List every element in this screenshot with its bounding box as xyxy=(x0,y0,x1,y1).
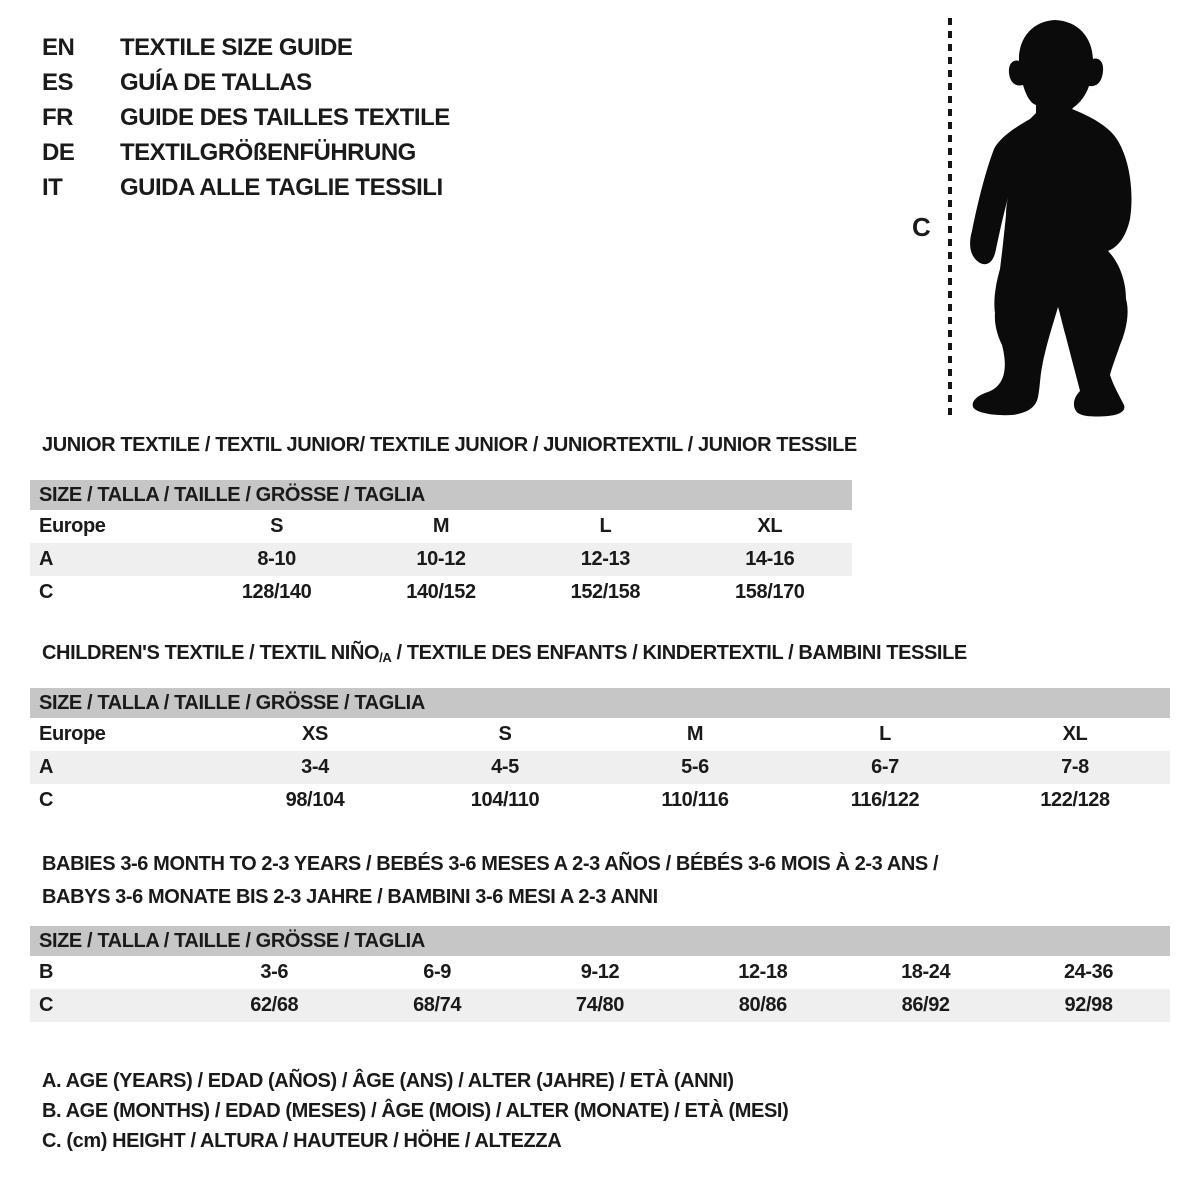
babies-title-line1: BABIES 3-6 MONTH TO 2-3 YEARS / BEBÉS 3-6 MESES A 2-3 AÑOS / BÉBÉS 3-6 MOIS À 2-3 ANS / xyxy=(42,853,939,875)
cell: 92/98 xyxy=(1064,994,1113,1016)
cell: 74/80 xyxy=(575,994,624,1016)
measurement-legend xyxy=(42,1066,788,1156)
language-title: TEXTILGRÖßENFÜHRUNG xyxy=(120,138,416,166)
toddler-silhouette-image xyxy=(960,14,1140,418)
row-label: C xyxy=(39,581,54,603)
language-title: TEXTILE SIZE GUIDE xyxy=(120,33,353,61)
column-header: S xyxy=(498,723,512,745)
cell: 110/116 xyxy=(661,789,729,811)
language-title: GUÍA DE TALLAS xyxy=(120,68,312,96)
children-section-title xyxy=(42,642,967,665)
cell: 158/170 xyxy=(735,581,805,603)
junior-size-table xyxy=(30,480,852,609)
legend-line: A. AGE (YEARS) / EDAD (AÑOS) / ÂGE (ANS) / ALTER (JAHRE) / ETÀ (ANNI) xyxy=(42,1070,734,1092)
junior-section-title: JUNIOR TEXTILE / TEXTIL JUNIOR/ TEXTILE JUNIOR / JUNIORTEXTIL / JUNIOR TESSILE xyxy=(42,434,857,456)
height-measure-label: C xyxy=(912,212,931,242)
babies-size-table xyxy=(30,926,1170,1022)
cell: 3-4 xyxy=(301,756,329,778)
cell: 5-6 xyxy=(681,756,709,778)
column-header: XL xyxy=(1062,723,1088,745)
legend-line: B. AGE (MONTHS) / EDAD (MESES) / ÂGE (MOIS) / ALTER (MONATE) / ETÀ (MESI) xyxy=(42,1100,789,1122)
cell: 14-16 xyxy=(745,548,795,570)
language-code: EN xyxy=(42,33,75,61)
cell: 6-9 xyxy=(423,961,451,983)
language-title: GUIDA ALLE TAGLIE TESSILI xyxy=(120,173,443,201)
size-header-bar: SIZE / TALLA / TAILLE / GRÖSSE / TAGLIA xyxy=(30,480,852,510)
cell: 116/122 xyxy=(850,789,920,811)
cell: 68/74 xyxy=(413,994,462,1016)
table-row xyxy=(30,543,852,576)
column-header: XS xyxy=(302,723,328,745)
cell: 10-12 xyxy=(416,548,466,570)
cell: 104/110 xyxy=(470,789,540,811)
legend-line: C. (cm) HEIGHT / ALTURA / HAUTEUR / HÖHE / ALTEZZA xyxy=(42,1130,562,1152)
cell: 122/128 xyxy=(1040,789,1110,811)
cell: 62/68 xyxy=(250,994,299,1016)
column-header: L xyxy=(879,723,891,745)
region-label: Europe xyxy=(39,515,106,537)
cell: 98/104 xyxy=(285,789,345,811)
language-row xyxy=(42,30,450,65)
cell: 140/152 xyxy=(406,581,476,603)
cell: 24-36 xyxy=(1063,961,1114,983)
language-code: FR xyxy=(42,103,73,131)
column-header: S xyxy=(270,515,284,537)
language-code: DE xyxy=(42,138,75,166)
language-row xyxy=(42,65,450,100)
language-row xyxy=(42,135,450,170)
row-label: B xyxy=(39,961,54,983)
row-label: C xyxy=(39,789,54,811)
cell: 80/86 xyxy=(738,994,787,1016)
size-header-bar: SIZE / TALLA / TAILLE / GRÖSSE / TAGLIA xyxy=(30,688,1170,718)
cell: 3-6 xyxy=(260,961,289,983)
cell: 9-12 xyxy=(580,961,620,983)
row-label: A xyxy=(39,756,54,778)
table-row xyxy=(30,989,1170,1022)
height-measure-dashed-line xyxy=(948,18,952,416)
cell: 12-13 xyxy=(580,548,630,570)
children-title-suffix: / TEXTILE DES ENFANTS / KINDERTEXTIL / BAMBINI TESSILE xyxy=(391,642,967,664)
cell: 7-8 xyxy=(1061,756,1089,778)
language-row xyxy=(42,170,450,205)
table-row xyxy=(30,784,1170,817)
column-header: M xyxy=(432,515,450,537)
row-label: C xyxy=(39,994,54,1016)
babies-section-title xyxy=(42,848,938,914)
row-label: A xyxy=(39,548,54,570)
cell: 86/92 xyxy=(901,994,950,1016)
babies-title-line2: BABYS 3-6 MONATE BIS 2-3 JAHRE / BAMBINI 3-6 MESI A 2-3 ANNI xyxy=(42,886,658,908)
language-header xyxy=(42,30,450,205)
table-row xyxy=(30,510,852,543)
language-title: GUIDE DES TAILLES TEXTILE xyxy=(120,103,450,131)
cell: 128/140 xyxy=(241,581,312,603)
column-header: XL xyxy=(757,515,783,537)
cell: 4-5 xyxy=(491,756,519,778)
column-header: M xyxy=(686,723,704,745)
region-label: Europe xyxy=(39,723,106,745)
size-header-bar: SIZE / TALLA / TAILLE / GRÖSSE / TAGLIA xyxy=(30,926,1170,956)
table-row xyxy=(30,718,1170,751)
language-row xyxy=(42,100,450,135)
children-size-table xyxy=(30,688,1170,817)
cell: 12-18 xyxy=(738,961,788,983)
children-title-prefix: CHILDREN'S TEXTILE / TEXTIL NIÑO xyxy=(42,642,380,664)
table-row xyxy=(30,576,852,609)
language-code: ES xyxy=(42,68,74,96)
column-header: L xyxy=(599,515,612,537)
cell: 152/158 xyxy=(570,581,641,603)
cell: 8-10 xyxy=(257,548,296,570)
cell: 18-24 xyxy=(901,961,951,983)
table-row xyxy=(30,956,1170,989)
children-title-subscript: /A xyxy=(379,650,392,665)
cell: 6-7 xyxy=(871,756,899,778)
language-code: IT xyxy=(42,173,63,201)
table-row xyxy=(30,751,1170,784)
